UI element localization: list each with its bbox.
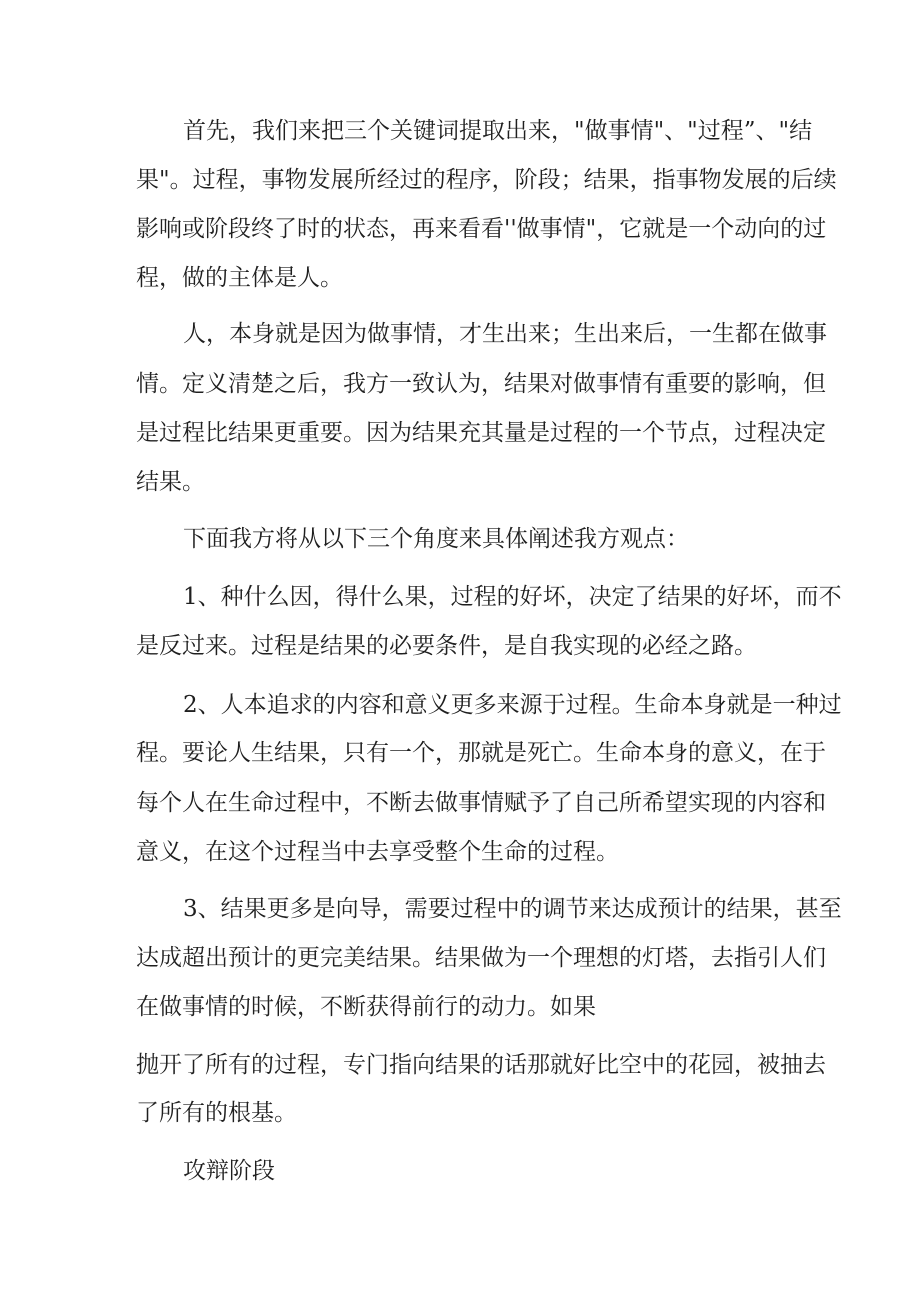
paragraph-line: 程，做的主体是人。 (136, 265, 343, 291)
paragraph-line: 意义，在这个过程当中去享受整个生命的过程。 (136, 839, 619, 865)
paragraph-line: 是反过来。过程是结果的必要条件，是自我实现的必经之路。 (136, 633, 757, 659)
paragraph-line: 2、人本追求的内容和意义更多来源于过程。生命本身就是一种过 (183, 692, 842, 718)
paragraph-line: 达成超出预计的更完美结果。结果做为一个理想的灯塔，去指引人们 (136, 945, 826, 971)
paragraph-line: 程。要论人生结果，只有一个，那就是死亡。生命本身的意义，在于 (136, 740, 826, 766)
paragraph-line: 影响或阶段终了时的状态，再来看看''做事情"，它就是一个动向的过 (136, 216, 827, 242)
paragraph-line: 每个人在生命过程中，不断去做事情赋予了自己所希望实现的内容和 (136, 790, 826, 816)
paragraph-line: 3、结果更多是向导，需要过程中的调节来达成预计的结果，甚至 (183, 896, 842, 922)
paragraph-line: 在做事情的时候，不断获得前行的动力。如果 (136, 994, 596, 1020)
paragraph-line: 果"。过程，事物发展所经过的程序，阶段；结果，指事物发展的后续 (136, 167, 837, 193)
paragraph-line: 首先，我们来把三个关键词提取出来，"做事情"、"过程”、"结 (183, 118, 813, 144)
paragraph-line: 人，本身就是因为做事情，才生出来；生出来后，一生都在做事 (183, 321, 827, 347)
paragraph-line: 下面我方将从以下三个角度来具体阐述我方观点： (183, 526, 689, 552)
paragraph-line: 情。定义清楚之后，我方一致认为，结果对做事情有重要的影响，但 (136, 371, 826, 397)
paragraph-line: 抛开了所有的过程，专门指向结果的话那就好比空中的花园，被抽去 (136, 1052, 826, 1078)
paragraph-line: 了所有的根基。 (136, 1100, 297, 1126)
section-heading-text: 攻辩阶段 (183, 1158, 275, 1184)
paragraph-line: 是过程比结果更重要。因为结果充其量是过程的一个节点，过程决定 (136, 420, 826, 446)
paragraph-line: 1、种什么因，得什么果，过程的好坏，决定了结果的好坏，而不 (183, 584, 842, 610)
paragraph-line: 结果。 (136, 469, 205, 495)
